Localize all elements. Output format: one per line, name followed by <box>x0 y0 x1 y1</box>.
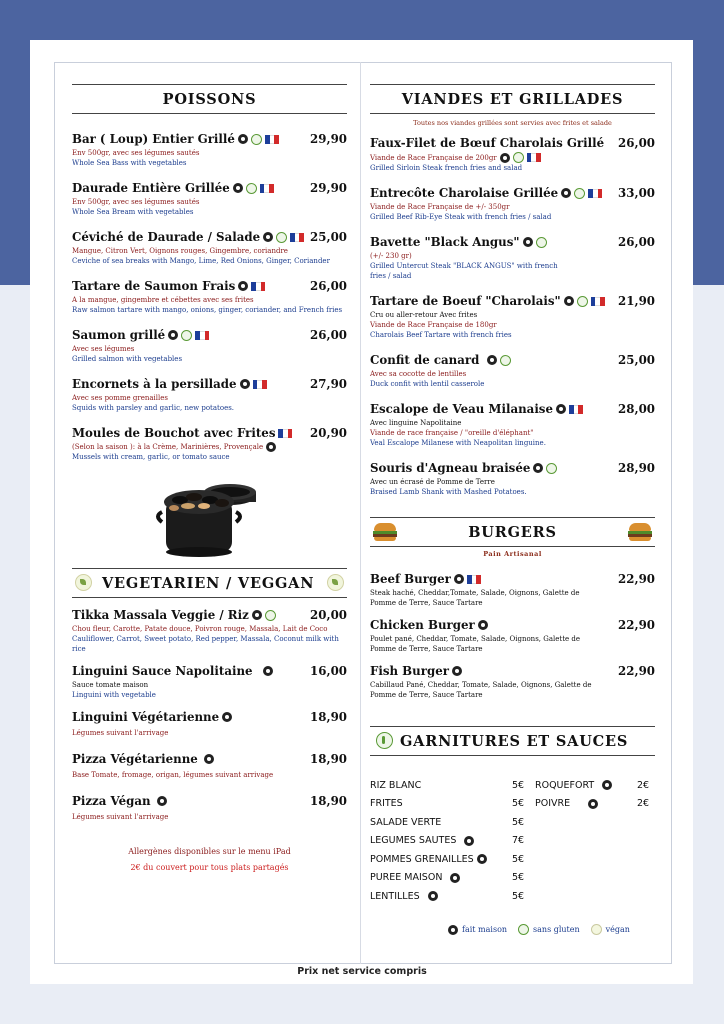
section-title: VEGETARIEN / VEGGAN <box>102 574 315 592</box>
garniture-price: 5€ <box>512 872 525 884</box>
menu-item <box>72 752 347 780</box>
menu-item <box>72 664 347 700</box>
french-flag-icon <box>290 233 304 242</box>
item-price: 25,00 <box>618 353 655 367</box>
item-price: 26,00 <box>618 235 655 249</box>
vegan-icon <box>591 924 602 935</box>
item-name: Chicken Burger <box>370 618 475 632</box>
legend-vegan: végan <box>605 925 630 934</box>
item-price: 22,90 <box>618 572 655 586</box>
section-title: GARNITURES ET SAUCES <box>400 732 629 750</box>
item-description-fr: Avec ses légumes <box>72 345 135 353</box>
fait-maison-icon <box>588 799 598 809</box>
fait-maison-icon <box>454 574 464 584</box>
list-item <box>370 869 530 888</box>
item-price: 21,90 <box>618 294 655 308</box>
menu-item <box>72 279 347 315</box>
french-flag-icon <box>591 297 605 306</box>
french-flag-icon <box>253 380 267 389</box>
menu-item <box>370 618 655 654</box>
item-name: Linguini Végétarienne <box>72 710 220 724</box>
garniture-price: 7€ <box>512 835 525 847</box>
item-price: 20,00 <box>310 608 347 622</box>
icon-legend <box>445 924 638 935</box>
sans-gluten-icon <box>577 296 588 307</box>
item-price: 28,00 <box>618 402 655 416</box>
menu-item <box>72 377 347 413</box>
item-description-en: Linguini with vegetable <box>72 691 156 699</box>
vegan-leaf-icon <box>75 574 92 591</box>
french-flag-icon <box>265 135 279 144</box>
item-description-fr-2: Viande de Race Française de 180gr <box>370 321 497 329</box>
section-subtitle: Pain Artisanal <box>483 550 542 558</box>
fait-maison-icon <box>238 134 248 144</box>
menu-item <box>72 426 347 462</box>
section-header-poissons <box>72 84 347 114</box>
sauce-name: POIVRE <box>535 798 571 810</box>
section-title: VIANDES ET GRILLADES <box>401 90 624 108</box>
french-flag-icon <box>527 153 541 162</box>
sauces-right <box>535 776 653 813</box>
fait-maison-icon <box>222 712 232 722</box>
item-description-en: Whole Sea Bass with vegetables <box>72 159 187 167</box>
list-item <box>370 776 530 795</box>
garnitures-left <box>370 776 530 906</box>
item-name: Linguini Sauce Napolitaine <box>72 664 253 678</box>
sans-gluten-icon <box>518 924 529 935</box>
list-item <box>370 887 530 906</box>
menu-item <box>72 132 347 168</box>
vegan-leaf-icon <box>327 574 344 591</box>
item-description-en: Grilled Sirloin Steak french fries and salad <box>370 164 523 172</box>
menu-item <box>370 353 655 389</box>
item-description-fr: Env 500gr, avec ses légumes sautés <box>72 198 200 206</box>
item-name: Bavette "Black Angus" <box>370 235 520 249</box>
sans-gluten-icon <box>251 134 262 145</box>
fait-maison-icon <box>428 891 438 901</box>
sauce-price: 2€ <box>637 779 650 791</box>
item-description-fr: Chou fleur, Carotte, Patate douce, Poivron rouge, Massala, Lait de Coco <box>72 625 328 633</box>
item-name: Confit de canard <box>370 353 480 367</box>
menu-item <box>72 608 347 654</box>
item-name: Tartare de Saumon Frais <box>72 279 236 293</box>
fait-maison-icon <box>564 296 574 306</box>
fait-maison-icon <box>240 379 250 389</box>
menu-item <box>72 794 347 822</box>
item-price: 22,90 <box>618 664 655 678</box>
menu-item <box>370 402 655 448</box>
item-description-fr: A la mangue, gingembre et cébettes avec ses frites <box>72 296 254 304</box>
list-item <box>370 813 530 832</box>
item-description-fr: Cru ou aller-retour Avec frites <box>370 311 478 319</box>
fait-maison-icon <box>556 404 566 414</box>
fait-maison-icon <box>478 620 488 630</box>
section-subtitle: Toutes nos viandes grillées sont servies avec frites et salade <box>413 119 612 127</box>
section-header-garnitures <box>370 726 655 756</box>
footer-note: Prix net service compris <box>297 966 427 977</box>
item-name: Entrecôte Charolaise Grillée <box>370 186 559 200</box>
left-column <box>72 84 347 876</box>
item-description-fr: Légumes suivant l'arrivage <box>72 729 169 737</box>
menu-item <box>72 230 347 266</box>
fait-maison-icon <box>263 232 273 242</box>
fait-maison-icon <box>523 237 533 247</box>
item-description-fr: Viande de Race Française de 200gr <box>370 153 497 162</box>
item-name: Tartare de Boeuf "Charolais" <box>370 294 561 308</box>
french-flag-icon <box>467 575 481 584</box>
item-description-fr: Légumes suivant l'arrivage <box>72 813 169 821</box>
french-flag-icon <box>278 429 292 438</box>
item-price: 16,00 <box>310 664 347 678</box>
item-description-fr: Avec sa cocotte de lentilles <box>370 370 467 378</box>
item-description-en: Grilled Untercut Steak "BLACK ANGUS" with french fries / salad <box>370 262 558 280</box>
menu-item <box>72 328 347 364</box>
item-description-fr-2: Viande de race française / "oreille d'éléphant" <box>370 429 534 437</box>
item-description-fr: Avec linguine Napolitaine <box>370 419 462 427</box>
item-description-en: Mussels with cream, garlic, or tomato sauce <box>72 453 230 461</box>
item-description-fr: Base Tomate, fromage, origan, légumes suivant arrivage <box>72 771 274 779</box>
item-price: 18,90 <box>310 752 347 766</box>
list-item <box>535 795 653 814</box>
fait-maison-icon <box>204 754 214 764</box>
item-description-en: Duck confit with lentil casserole <box>370 380 485 388</box>
garniture-name: FRITES <box>370 798 403 810</box>
item-description-en: Grilled Beef Rib-Eye Steak with french fries / salad <box>370 213 552 221</box>
item-price: 20,90 <box>310 426 347 440</box>
item-description-en: Veal Escalope Milanese with Neapolitan linguine. <box>370 439 546 447</box>
sans-gluten-icon <box>536 237 547 248</box>
item-description-fr: Sauce tomate maison <box>72 681 149 689</box>
menu-item <box>370 294 655 340</box>
sans-gluten-icon <box>574 188 585 199</box>
item-description-en: Whole Sea Bream with vegetables <box>72 208 194 216</box>
item-description-en: Charolais Beef Tartare with french fries <box>370 331 512 339</box>
section-header-veggie <box>72 568 347 598</box>
item-price: 29,90 <box>310 181 347 195</box>
burger-icon <box>628 523 652 541</box>
item-price: 28,90 <box>618 461 655 475</box>
garniture-price: 5€ <box>512 853 525 865</box>
item-price: 29,90 <box>310 132 347 146</box>
sans-gluten-icon <box>500 355 511 366</box>
fait-maison-icon <box>233 183 243 193</box>
item-description: Poulet pané, Cheddar, Tomate, Salade, Oignons, Galette de Pomme de Terre, Sauce Tartare <box>370 635 580 653</box>
item-description-en: Raw salmon tartare with mango, onions, ginger, coriander, and French fries <box>72 306 343 314</box>
burger-icon <box>373 523 397 541</box>
menu-item <box>370 664 655 700</box>
item-description-en: Braised Lamb Shank with Mashed Potatoes. <box>370 488 527 496</box>
fait-maison-icon <box>464 836 474 846</box>
item-name: Pizza Végan <box>72 794 151 808</box>
sans-gluten-icon <box>265 610 276 621</box>
item-description-fr: Viande de Race Française de +/- 350gr <box>370 203 510 211</box>
item-name: Saumon grillé <box>72 328 166 342</box>
french-flag-icon <box>260 184 274 193</box>
list-item <box>370 832 530 851</box>
fait-maison-icon <box>602 780 612 790</box>
section-header-viandes <box>370 84 655 114</box>
item-name: Pizza Végétarienne <box>72 752 198 766</box>
item-name: Céviché de Daurade / Salade <box>72 230 261 244</box>
item-name: Souris d'Agneau braisée <box>370 461 531 475</box>
column-divider <box>360 62 361 964</box>
section-header-burgers <box>370 517 655 547</box>
menu-item <box>370 572 655 608</box>
item-description-en: Squids with parsley and garlic, new potatoes. <box>72 404 235 412</box>
item-name: Daurade Entière Grillée <box>72 181 230 195</box>
garniture-price: 5€ <box>512 779 525 791</box>
french-flag-icon <box>251 282 265 291</box>
fait-maison-icon <box>500 153 510 163</box>
menu-item <box>370 461 655 497</box>
french-flag-icon <box>588 189 602 198</box>
list-item <box>370 795 530 814</box>
fait-maison-icon <box>168 330 178 340</box>
fait-maison-icon <box>561 188 571 198</box>
fait-maison-icon <box>452 666 462 676</box>
item-description-en: Ceviche of sea breaks with Mango, Lime, Red Onions, Ginger, Coriander <box>72 257 330 265</box>
french-flag-icon <box>569 405 583 414</box>
menu-item <box>370 235 655 281</box>
fait-maison-icon <box>157 796 167 806</box>
legend-fait-maison: fait maison <box>462 925 508 934</box>
right-column <box>370 84 655 906</box>
item-description-en: Grilled salmon with vegetables <box>72 355 183 363</box>
item-description-fr: Env 500gr, avec ses légumes sautés <box>72 149 200 157</box>
mussels-pot-image <box>72 470 347 562</box>
sauce-name: ROQUEFORT <box>535 779 595 791</box>
garniture-price: 5€ <box>512 798 525 810</box>
fait-maison-icon <box>448 925 458 935</box>
sans-gluten-icon <box>546 463 557 474</box>
item-price: 22,90 <box>618 618 655 632</box>
garniture-name: POMMES GRENAILLES <box>370 853 474 865</box>
item-name: Fish Burger <box>370 664 449 678</box>
garniture-name: LEGUMES SAUTES <box>370 835 457 847</box>
allergen-note <box>72 844 347 876</box>
legend-sans-gluten: sans gluten <box>533 925 580 934</box>
section-title: BURGERS <box>468 523 557 541</box>
item-description-fr: Mangue, Citron Vert, Oignons rouges, Gingembre, coriandre <box>72 247 288 255</box>
fait-maison-icon <box>487 355 497 365</box>
section-title: POISSONS <box>162 90 257 108</box>
menu-item <box>370 186 655 222</box>
item-name: Faux-Filet de Bœuf Charolais Grillé <box>370 136 605 150</box>
fait-maison-icon <box>266 442 276 452</box>
item-description: Steak haché, Cheddar,Tomate, Salade, Oignons, Galette de Pomme de Terre, Sauce Tartare <box>370 589 580 607</box>
sans-gluten-icon <box>246 183 257 194</box>
menu-item <box>72 181 347 217</box>
item-price: 26,00 <box>310 279 347 293</box>
item-name: Moules de Bouchot avec Frites <box>72 426 276 440</box>
garniture-name: LENTILLES <box>370 890 420 902</box>
sans-gluten-icon <box>513 152 524 163</box>
item-price: 26,00 <box>310 328 347 342</box>
menu-item <box>72 710 347 738</box>
sans-gluten-icon <box>181 330 192 341</box>
sans-gluten-icon <box>276 232 287 243</box>
item-price: 26,00 <box>618 136 655 150</box>
french-flag-icon <box>195 331 209 340</box>
menu-item <box>370 136 655 173</box>
item-price: 27,90 <box>310 377 347 391</box>
item-price: 33,00 <box>618 186 655 200</box>
item-name: Beef Burger <box>370 572 451 586</box>
item-description-fr: (+/- 230 gr) <box>370 252 412 260</box>
garniture-name: RIZ BLANC <box>370 779 422 791</box>
garniture-name: PUREE MAISON <box>370 872 443 884</box>
fait-maison-icon <box>252 610 262 620</box>
item-name: Tikka Massala Veggie / Riz <box>72 608 249 622</box>
item-description-fr: Avec un écrasé de Pomme de Terre <box>370 478 495 486</box>
item-price: 18,90 <box>310 710 347 724</box>
item-description-fr: Avec ses pomme grenailles <box>72 394 169 402</box>
item-price: 18,90 <box>310 794 347 808</box>
sauce-price: 2€ <box>637 798 650 810</box>
allergen-text: Allergènes disponibles sur le menu iPad <box>128 847 291 856</box>
garniture-name: SALADE VERTE <box>370 816 442 828</box>
fait-maison-icon <box>533 463 543 473</box>
garnitures-list <box>370 776 655 906</box>
list-item <box>370 850 530 869</box>
sharing-fee-text: 2€ du couvert pour tous plats partagés <box>130 863 289 872</box>
item-name: Encornets à la persillade <box>72 377 237 391</box>
fait-maison-icon <box>477 854 487 864</box>
sans-gluten-icon <box>376 732 393 749</box>
item-name: Bar ( Loup) Entier Grillé <box>72 132 235 146</box>
garniture-price: 5€ <box>512 890 525 902</box>
item-price: 25,00 <box>310 230 347 244</box>
fait-maison-icon <box>238 281 248 291</box>
item-description: Cabillaud Pané, Cheddar, Tomate, Salade, Oignons, Galette de Pomme de Terre, Sauce Tartare <box>370 681 592 699</box>
fait-maison-icon <box>263 666 273 676</box>
item-description-en: Cauliflower, Carrot, Sweet potato, Red pepper, Massala, Coconut milk with rice <box>72 635 339 653</box>
fait-maison-icon <box>450 873 460 883</box>
item-name: Escalope de Veau Milanaise <box>370 402 553 416</box>
list-item <box>535 776 653 795</box>
item-description-fr: (Selon la saison ): à la Crème, Marinières, Provençale <box>72 443 264 451</box>
garniture-price: 5€ <box>512 816 525 828</box>
